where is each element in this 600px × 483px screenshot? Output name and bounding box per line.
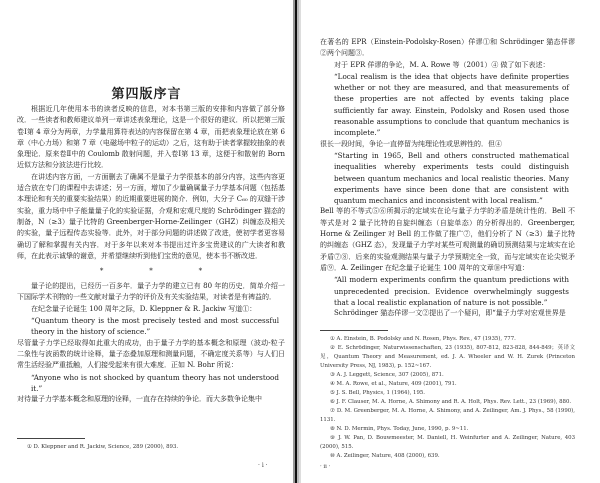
separator-star: * <box>198 267 203 276</box>
footnote: ⑨ J. W. Pan, D. Bouwmeester, M. Daniell, H. Weinfurter and A. Zeilinger, Nature, 403 (2000), 515. <box>320 435 575 450</box>
right-page-body <box>320 37 575 319</box>
page-number: · ii · <box>320 464 331 470</box>
separator-star: * <box>149 267 153 276</box>
footnote: ① A. Einstein, B. Podolsky and N. Rosen, Phys. Rev., 47 (1935), 777. <box>330 336 516 342</box>
footnote: ⑤ J. S. Bell, Physics, 1 (1964), 195. <box>330 390 426 396</box>
preface-paragraph-6: 对待量子力学基本概念和原理的诠释，一直存在持续的争论．而大多数争论集中 <box>17 395 262 404</box>
right-paragraph-5: Schrödinger 猫态佯谬一文②提出了一个疑问，即“量子力学对宏观世界是 <box>334 309 566 318</box>
footnote: ⑥ J. F. Clauser, M. A. Horne, A. Shimony and R. A. Holt, Phys. Rev. Lett., 23 (1969), 880. <box>330 399 572 405</box>
page-number: · i · <box>258 462 268 469</box>
footnote: ⑩ A. Zeilinger, Nature, 408 (2000), 639. <box>330 453 440 459</box>
quote-rowe: “Local realism is the idea that objects have definite properties whether or not they are measured, and that measurements of these properties are not affected by events taking place sufficiently far away. Einstein, Podolsky and Rosen used those reasonable assumptions to conclude that quantum mechanics is incomplete.” <box>334 71 569 138</box>
footnote: ④ M. A. Rowe, et al., Nature, 409 (2001), 791. <box>330 381 457 387</box>
right-paragraph-4: Bell 等的不等式⑤⑥所揭示的定域实在论与量子力学的矛盾是统计性的．Bell 不等式是对 2 量子比特的自旋纠缠态（自旋单态）的分析得出的．Greenberger, Horne & Zeilinger 对 Bell 的工作做了推广⑦，他们分析了 N（≥3）量子比特的纠缠态（GHZ 态），发现量子力学对某些可观测量的确切预测结果与定域实在论矛盾⑦⑧．后来的实验观测结果与量子力学预期完全一致，而与定域实在论尖锐矛盾⑨．A. Zeilinger 在纪念量子论诞生 100 周年的文章⑩中写道： <box>320 207 575 272</box>
preface-paragraph-2: 在讲述内容方面，一方面删去了确属不是量子力学很基本的部分内容，这些内容更适合放在专门的课程中去讲述；另一方面，增加了少量确属量子力学基本问题（包括基本理论和有关的重要实验结果）的近期重要进展的简介．例如，大分子 C₆₀ 的双缝干涉实验，重力场中中子能量量子化的实验证据，介观和宏观尺度的 Schrödinger 猫态的制备，N（≥3）量子比特的 Greenberger-Horne-Zeilinger（GHZ）纠缠态及相关的实验，量子远程传态实验等．此外，对于部分问题的讲述做了改进，使初学者更容易确切了解和掌握有关内容．对于多年以来对本书提出过许多宝贵建议的广大读者和教师，在此表示诚挚的谢意，并希望继续听到他们宝贵的意见，使本书不断改进． <box>17 172 285 260</box>
preface-paragraph-5: 尽管量子力学已经取得如此重大的成功，由于量子力学的基本概念和原理（波动-粒子二象性与波函数的统计诠释，量子态叠加原理和测量问题，不确定度关系等）与人们日常生活经验严重抵触，人们接受起来有很大难度．正如 N. Bohr 所说： <box>17 338 285 370</box>
separator-star: * <box>99 267 104 276</box>
quote-bell-experiments: “Starting in 1965, Bell and others constructed mathematical inequalities whereby experiments tests could distinguish between quantum mechanics and local realistic theories. Many experiments have since been done that are consistent with quantum mechanics and inconsistent with local realism.” <box>334 150 569 206</box>
footnote: ⑦ D. M. Greenberger, M. A. Horne, A. Shimony, and A. Zeilinger, Am. J. Phys., 58 (1990), 1131. <box>320 408 575 423</box>
footnote: ⑧ N. D. Mermin, Phys. Today, June, 1990, p. 9~11. <box>330 426 469 432</box>
right-paragraph-2: 对于 EPR 佯谬的争论，M. A. Rowe 等（2001）④ 做了如下表述： <box>334 60 550 69</box>
footnote: ③ A. J. Leggett, Science, 307 (2005), 871. <box>330 372 444 378</box>
footnote: ② E. Schrödinger, Naturwissenschaften, 23 (1935), 807-812, 823-828, 844-849；英译文见，Quantum Theory and Measurement, ed. J. A. Wheeler and W. H. Zurek (Princeton University Press, NJ, 1983), p. 152~167. <box>320 345 575 369</box>
quote-zeilinger: “All modern experiments confirm the quantum predictions with unprecedented precision. Evidence overwhelmingly suggests that a local realistic explanation of nature is not possible.” <box>334 275 569 307</box>
left-page-body <box>17 104 285 405</box>
section-separator <box>17 265 285 277</box>
footnote-rule <box>17 438 85 439</box>
right-paragraph-3: 很长一段时间，争论一直停留为纯理论性或思辨性的．但④ <box>320 139 502 148</box>
preface-paragraph-3: 量子论的提出，已经历一百多年．量子力学的建立已有 80 年的历史．简单介绍一下国际学术刊物的一些文献对量子力学的评价及有关实验结果，对读者是有裨益的． <box>17 282 285 302</box>
footnote: ① D. Kleppner and R. Jackiw, Science, 289 (2000), 893. <box>27 444 179 450</box>
preface-paragraph-4: 在纪念量子论诞生 100 周年之际，D. Kleppner & R. Jackiw 写道①： <box>31 304 257 313</box>
quote-bohr: “Anyone who is not shocked by quantum theory has not understood it.” <box>31 372 279 393</box>
footnote-rule <box>320 330 388 331</box>
right-paragraph-1: 在著名的 EPR（Einstein-Podolsky-Rosen）佯谬①和 Schrödinger 猫态佯谬②两个问题③． <box>320 38 575 58</box>
preface-paragraph-1: 根据近几年使用本书的读者反映的信息，对本书第三版的安排和内容做了部分修改．一些读者和教师建议单列一章讲述表象理论，这是一个很好的建议．所以把第三版卷Ⅰ第 4 章分为两章，力学量用算符表达的内容保留在第 4 章，而把表象理论放在第 6 章（中心力场）和第 7 章（电磁场中粒子的运动）之后，这有助于读者掌握较抽象的表象理论．原来卷Ⅱ中的 Coulomb 散射问题，并入卷Ⅰ第 13 章，这便于和散射的 Born 近似方法和分波法进行比较． <box>17 105 285 170</box>
right-footnotes <box>320 330 575 472</box>
page-title: 第四版序言 <box>111 87 182 102</box>
book-gutter <box>293 0 301 483</box>
left-footnotes <box>17 438 285 452</box>
right-page <box>301 0 600 483</box>
left-page <box>0 0 293 483</box>
quote-kleppner-jackiw: “Quantum theory is the most precisely tested and most successful theory in the history of science.” <box>31 316 279 337</box>
